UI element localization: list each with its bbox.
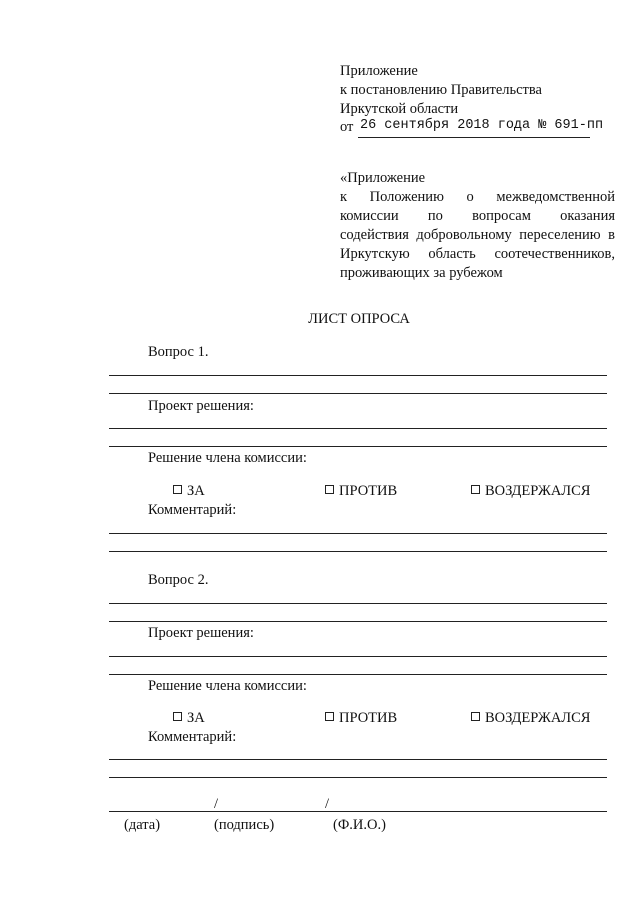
form-title: ЛИСТ ОПРОСА bbox=[308, 311, 410, 327]
question-1-label: Вопрос 1. bbox=[148, 344, 209, 360]
header-date-prefix: от bbox=[340, 119, 354, 135]
appendix-line-1: к Положению о межведомственной bbox=[340, 189, 615, 205]
appendix-line-3: содействия добровольному переселению в bbox=[340, 227, 615, 243]
signature-caption: (подпись) bbox=[214, 817, 275, 833]
question-1-answer-line bbox=[109, 375, 607, 376]
header-date-underline bbox=[358, 137, 590, 138]
checkbox-icon[interactable] bbox=[173, 712, 182, 721]
comment-1-line-2 bbox=[109, 551, 607, 552]
option-abstain-2[interactable] bbox=[471, 710, 590, 727]
signature-line bbox=[109, 811, 607, 812]
header-line-2: к постановлению Правительства bbox=[340, 82, 542, 98]
question-2-answer-line-2 bbox=[109, 621, 607, 622]
draft-decision-1-line bbox=[109, 428, 607, 429]
signature-separator-1: / bbox=[214, 796, 219, 812]
checkbox-icon[interactable] bbox=[471, 485, 480, 494]
draft-decision-2-line-2 bbox=[109, 674, 607, 675]
comment-2-line bbox=[109, 759, 607, 760]
option-against-2-label: ПРОТИВ bbox=[339, 710, 398, 726]
appendix-title: «Приложение bbox=[340, 170, 426, 186]
option-for-2[interactable] bbox=[173, 710, 205, 727]
question-1-answer-line-2 bbox=[109, 393, 607, 394]
member-decision-1-label: Решение члена комиссии: bbox=[148, 450, 307, 466]
appendix-line-4: Иркутскую область соотечественников, bbox=[340, 246, 615, 262]
appendix-line-2: комиссии по вопросам оказания bbox=[340, 208, 615, 224]
question-2-answer-line bbox=[109, 603, 607, 604]
option-against-1-label: ПРОТИВ bbox=[339, 483, 398, 499]
draft-decision-1-label: Проект решения: bbox=[148, 398, 254, 414]
option-against-2[interactable] bbox=[325, 710, 397, 727]
option-for-1[interactable] bbox=[173, 483, 205, 500]
header-line-1: Приложение bbox=[340, 63, 418, 79]
checkbox-icon[interactable] bbox=[325, 712, 334, 721]
header-date-value: 26 сентября 2018 года № 691-пп bbox=[360, 118, 604, 133]
header-line-3: Иркутской области bbox=[340, 101, 459, 117]
option-abstain-1-label: ВОЗДЕРЖАЛСЯ bbox=[485, 483, 591, 499]
draft-decision-1-line-2 bbox=[109, 446, 607, 447]
checkbox-icon[interactable] bbox=[325, 485, 334, 494]
checkbox-icon[interactable] bbox=[471, 712, 480, 721]
comment-1-label: Комментарий: bbox=[148, 502, 237, 518]
member-decision-2-label: Решение члена комиссии: bbox=[148, 678, 307, 694]
draft-decision-2-line bbox=[109, 656, 607, 657]
comment-1-line bbox=[109, 533, 607, 534]
date-caption: (дата) bbox=[124, 817, 161, 833]
question-2-label: Вопрос 2. bbox=[148, 572, 209, 588]
comment-2-line-2 bbox=[109, 777, 607, 778]
checkbox-icon[interactable] bbox=[173, 485, 182, 494]
option-for-1-label: ЗА bbox=[187, 483, 205, 499]
appendix-line-5: проживающих за рубежом bbox=[340, 265, 503, 281]
name-caption: (Ф.И.О.) bbox=[333, 817, 386, 833]
option-against-1[interactable] bbox=[325, 483, 397, 500]
draft-decision-2-label: Проект решения: bbox=[148, 625, 254, 641]
option-abstain-1[interactable] bbox=[471, 483, 590, 500]
comment-2-label: Комментарий: bbox=[148, 729, 237, 745]
option-for-2-label: ЗА bbox=[187, 710, 205, 726]
signature-separator-2: / bbox=[325, 796, 330, 812]
option-abstain-2-label: ВОЗДЕРЖАЛСЯ bbox=[485, 710, 591, 726]
